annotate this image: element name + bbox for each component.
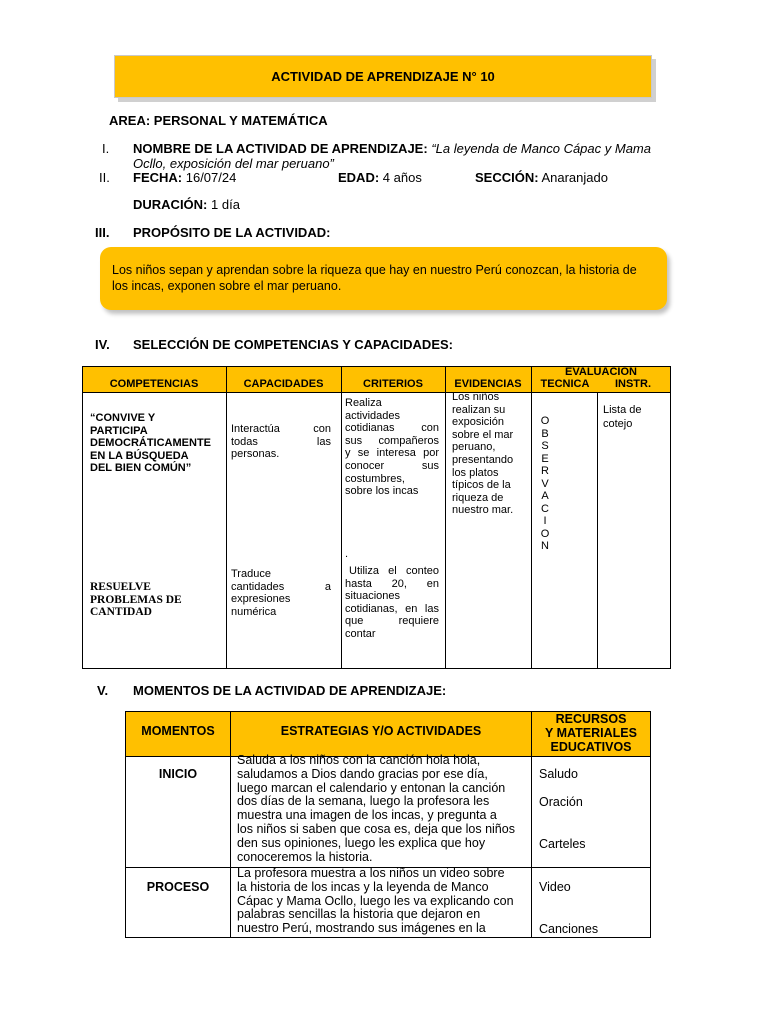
criterio-realiza: Realiza actividades cotidianas con sus compañeros y se interesa por conocer sus costumbres, sobre los incas [345, 397, 439, 498]
edad-label: EDAD: [338, 170, 380, 185]
section-ii-number: II. [99, 170, 110, 185]
edad-line [338, 170, 422, 185]
capacidad-interactua: Interactúa con todas las personas. [231, 423, 331, 461]
duracion-line [133, 197, 240, 212]
fecha-label: FECHA: [133, 170, 183, 185]
section-i-number: I. [102, 141, 110, 156]
header-recursos: RECURSOS Y MATERIALES EDUCATIVOS [545, 712, 637, 754]
purpose-text-2: los incas, exponen sobre el mar peruano. [112, 279, 342, 293]
header-competencias: COMPETENCIAS [109, 378, 199, 390]
purpose-label: PROPÓSITO DE LA ACTIVIDAD: [133, 225, 331, 240]
activity-name-value-1: “La leyenda de Manco Cápac y Mama [431, 141, 651, 156]
duracion-label: DURACIÓN: [133, 197, 208, 212]
recurso-video: Video [539, 880, 571, 894]
competencies-label: SELECCIÓN DE COMPETENCIAS Y CAPACIDADES: [133, 337, 453, 352]
recurso-carteles: Carteles [539, 837, 586, 851]
seccion-value: Anaranjado [541, 170, 608, 185]
activity-name-value-2: Ocllo, exposición del mar peruano” [133, 156, 334, 171]
section-i-content [133, 141, 663, 171]
seccion-line [475, 170, 608, 185]
instrumento-lista-cotejo: Lista de cotejo [603, 404, 642, 430]
moment-inicio: INICIO [158, 767, 198, 781]
recurso-canciones: Canciones [539, 922, 599, 936]
activity-title: ACTIVIDAD DE APRENDIZAJE N° 10 [271, 69, 495, 84]
criterio-dot: . [345, 548, 349, 560]
section-v-number: V. [97, 683, 109, 698]
edad-value: 4 años [382, 170, 422, 185]
header-estrategias: ESTRATEGIAS Y/O ACTIVIDADES [280, 724, 482, 738]
section-iii-number: III. [95, 225, 110, 240]
tecnica-observacion: O B S E R V A C I O N [540, 415, 550, 552]
header-instr: INSTR. [614, 378, 652, 390]
fecha-value: 16/07/24 [185, 170, 237, 185]
seccion-label: SECCIÓN: [475, 170, 539, 185]
recurso-saludo: Saludo [539, 767, 578, 781]
header-capacidades: CAPACIDADES [243, 378, 324, 390]
capacidad-traduce: Traduce cantidades a expresiones numérica [231, 568, 331, 618]
proceso-strategies: La profesora muestra a los niños un video sobre la historia de los incas y la leyenda de Manco Cápac y Mama Ocllo, luego les va explicando con palabras sencillas la historia que dejaron en nuestro Perú, mostrando sus imágenes en la [237, 866, 514, 936]
header-evaluacion: EVALUACION [565, 366, 637, 378]
activity-name-label: NOMBRE DE LA ACTIVIDAD DE APRENDIZAJE: [133, 141, 428, 156]
evidencia-text: Los niños realizan su exposición sobre el mar peruano, presentando los platos típicos de la riqueza de nuestro mar. [452, 391, 514, 517]
header-criterios: CRITERIOS [363, 378, 423, 390]
purpose-text-1: Los niños sepan y aprendan sobre la riqueza que hay en nuestro Perú conozcan, la historia de [112, 263, 637, 277]
fecha-line [133, 170, 236, 185]
activity-title-box [114, 55, 652, 98]
competencia-convive: “CONVIVE Y PARTICIPA DEMOCRÁTICAMENTE EN LA BÚSQUEDA DEL BIEN COMÚN” [90, 412, 211, 475]
area-line: AREA: PERSONAL Y MATEMÁTICA [109, 113, 328, 128]
section-iv-number: IV. [95, 337, 110, 352]
header-tecnica: TECNICA [540, 378, 590, 390]
criterio-utiliza: Utiliza el conteo hasta 20, en situaciones cotidianas, en las que requiere contar [345, 565, 439, 640]
header-evidencias: EVIDENCIAS [454, 378, 522, 390]
recurso-oracion: Oración [539, 795, 583, 809]
duracion-value: 1 día [211, 197, 240, 212]
moments-label: MOMENTOS DE LA ACTIVIDAD DE APRENDIZAJE: [133, 683, 447, 698]
inicio-strategies: Saluda a los niños con la canción hola hola, saludamos a Dios dando gracias por ese día, luego marcan el calendario y entonan la canción dos días de la semana, luego la profesora les muestra una imagen de los incas, y pregunta a los niños si saben que cosa es, deja que los niños den sus opiniones, luego les explica que hoy conoceremos la historia. [237, 753, 515, 864]
moment-proceso: PROCESO [146, 880, 210, 894]
purpose-box [100, 247, 667, 310]
header-momentos: MOMENTOS [141, 724, 215, 738]
competencia-resuelve: RESUELVE PROBLEMAS DE CANTIDAD [90, 581, 182, 619]
